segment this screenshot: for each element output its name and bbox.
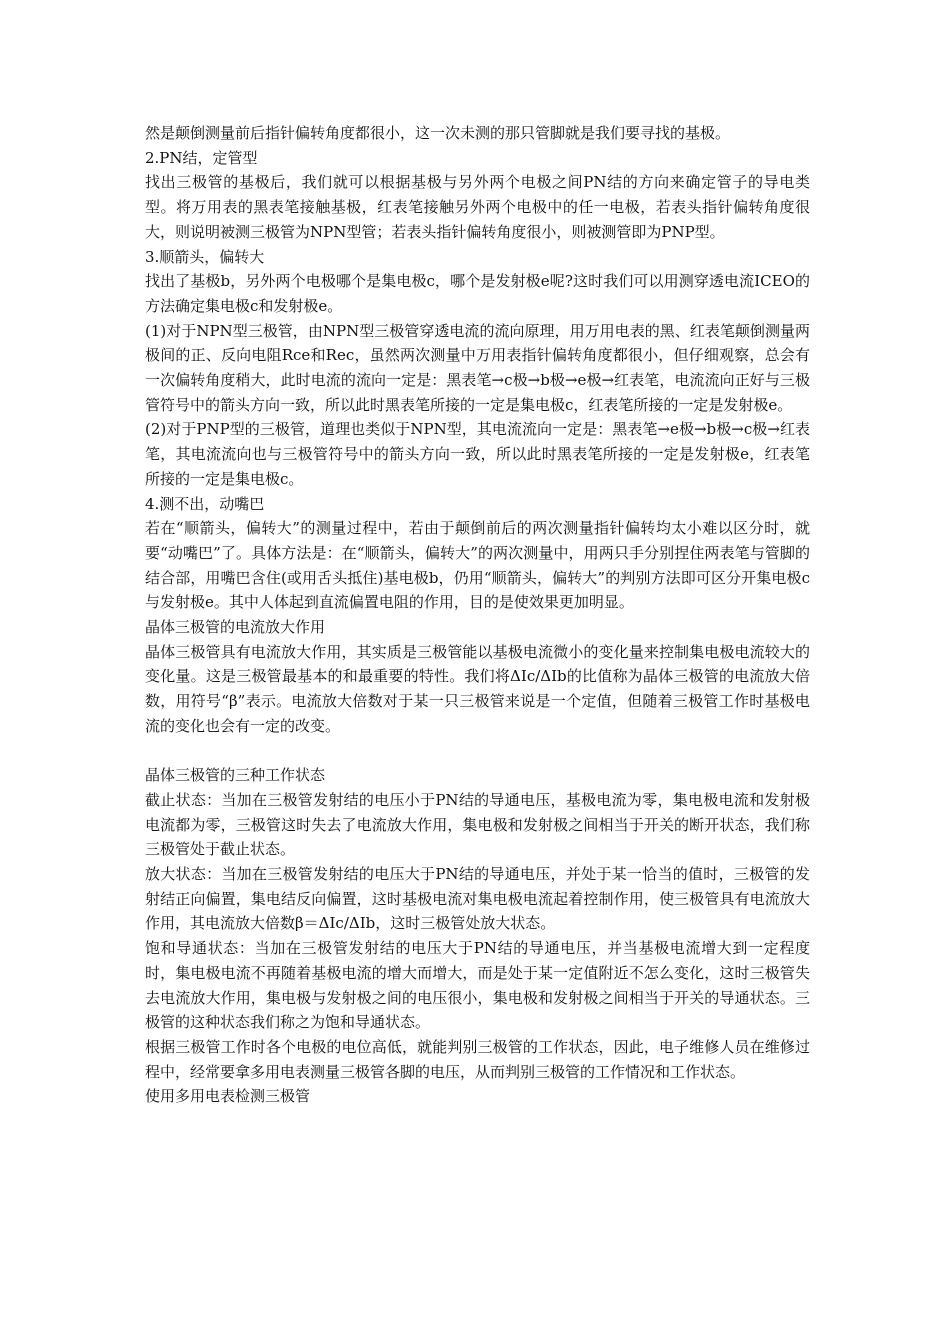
section-heading-amplification: 晶体三极管的电流放大作用 <box>145 618 326 637</box>
paragraph-judgement: 根据三极管工作时各个电极的电位高低，就能判别三极管的工作状态，因此，电子维修人员在维修过程中，经常要拿多用电表测量三极管各脚的电压，从而判别三极管的工作情况和工作状态。 <box>145 1038 810 1081</box>
blank-line <box>145 739 810 764</box>
section-heading-arrow: 3.顺箭头，偏转大 <box>145 247 265 266</box>
paragraph-npn: (1)对于NPN型三极管，由NPN型三极管穿透电流的流向原理，用万用电表的黑、红表笔颠倒测量两极间的正、反向电阻Rce和Rec，虽然两次测量中万用表指针偏转角度都很小，但仔细观察，总会有一次偏转角度稍大，此时电流的流向一定是：黑表笔→c极→b极→e极→红表笔，电流流向正好与三极管符号中的箭头方向一致，所以此时黑表笔所接的一定是集电极c，红表笔所接的一定是发射极e。 <box>145 321 810 414</box>
section-heading-multimeter: 使用多用电表检测三极管 <box>145 1087 311 1106</box>
paragraph-amplification: 晶体三极管具有电流放大作用，其实质是三极管能以基极电流微小的变化量来控制集电极电流较大的变化量。这是三极管最基本的和最重要的特性。我们将ΔIc/ΔIb的比值称为晶体三极管的电流放大倍数，用符号“β”表示。电流放大倍数对于某一只三极管来说是一个定值，但随着三极管工作时基极电流的变化也会有一定的改变。 <box>145 642 810 735</box>
paragraph-cutoff: 截止状态：当加在三极管发射结的电压小于PN结的导通电压，基极电流为零，集电极电流和发射极电流都为零，三极管这时失去了电流放大作用，集电极和发射极之间相当于开关的断开状态，我们称三极管处于截止状态。 <box>145 790 810 859</box>
paragraph-pn-junction: 找出三极管的基极后，我们就可以根据基极与另外两个电极之间PN结的方向来确定管子的导电类型。将万用表的黑表笔接触基极，红表笔接触另外两个电极中的任一电极，若表头指针偏转角度很大，则说明被测三极管为NPN型管；若表头指针偏转角度很小，则被测管即为PNP型。 <box>145 173 810 241</box>
paragraph-pnp: (2)对于PNP型的三极管，道理也类似于NPN型，其电流流向一定是：黑表笔→e极→b极→c极→红表笔，其电流流向也与三极管符号中的箭头方向一致，所以此时黑表笔所接的一定是发射极e，红表笔所接的一定是集电极c。 <box>145 420 810 488</box>
section-heading-mouth: 4.测不出，动嘴巴 <box>145 494 265 513</box>
paragraph-continuation: 然是颠倒测量前后指针偏转角度都很小，这一次未测的那只管脚就是我们要寻找的基极。 <box>145 124 731 142</box>
paragraph-active: 放大状态：当加在三极管发射结的电压大于PN结的导通电压，并处于某一恰当的值时，三极管的发射结正向偏置，集电结反向偏置，这时基极电流对集电极电流起着控制作用，使三极管具有电流放大作用，其电流放大倍数β＝ΔIc/ΔIb，这时三极管处放大状态。 <box>145 865 810 933</box>
paragraph-saturation: 饱和导通状态：当加在三极管发射结的电压大于PN结的导通电压，并当基极电流增大到一定程度时，集电极电流不再随着基极电流的增大而增大，而是处于某一定值附近不怎么变化，这时三极管失去电流放大作用，集电极与发射极之间的电压很小，集电极和发射极之间相当于开关的导通状态。三极管的这种状态我们称之为饱和导通状态。 <box>145 939 810 1032</box>
section-heading-states: 晶体三极管的三种工作状态 <box>145 766 326 785</box>
section-heading-pn-junction: 2.PN结，定管型 <box>145 148 258 167</box>
document-page <box>145 121 810 1109</box>
paragraph-iceo: 找出了基极b，另外两个电极哪个是集电极c，哪个是发射极e呢?这时我们可以用测穿透电流ICEO的方法确定集电极c和发射极e。 <box>145 272 810 315</box>
paragraph-mouth: 若在“顺箭头，偏转大”的测量过程中，若由于颠倒前后的两次测量指针偏转均太小难以区分时，就要“动嘴巴”了。具体方法是：在“顺箭头，偏转大”的两次测量中，用两只手分别捏住两表笔与管脚的结合部，用嘴巴含住(或用舌头抵住)基电极b，仍用“顺箭头，偏转大”的判别方法即可区分开集电极c与发射极e。其中人体起到直流偏置电阻的作用，目的是使效果更加明显。 <box>145 519 810 612</box>
